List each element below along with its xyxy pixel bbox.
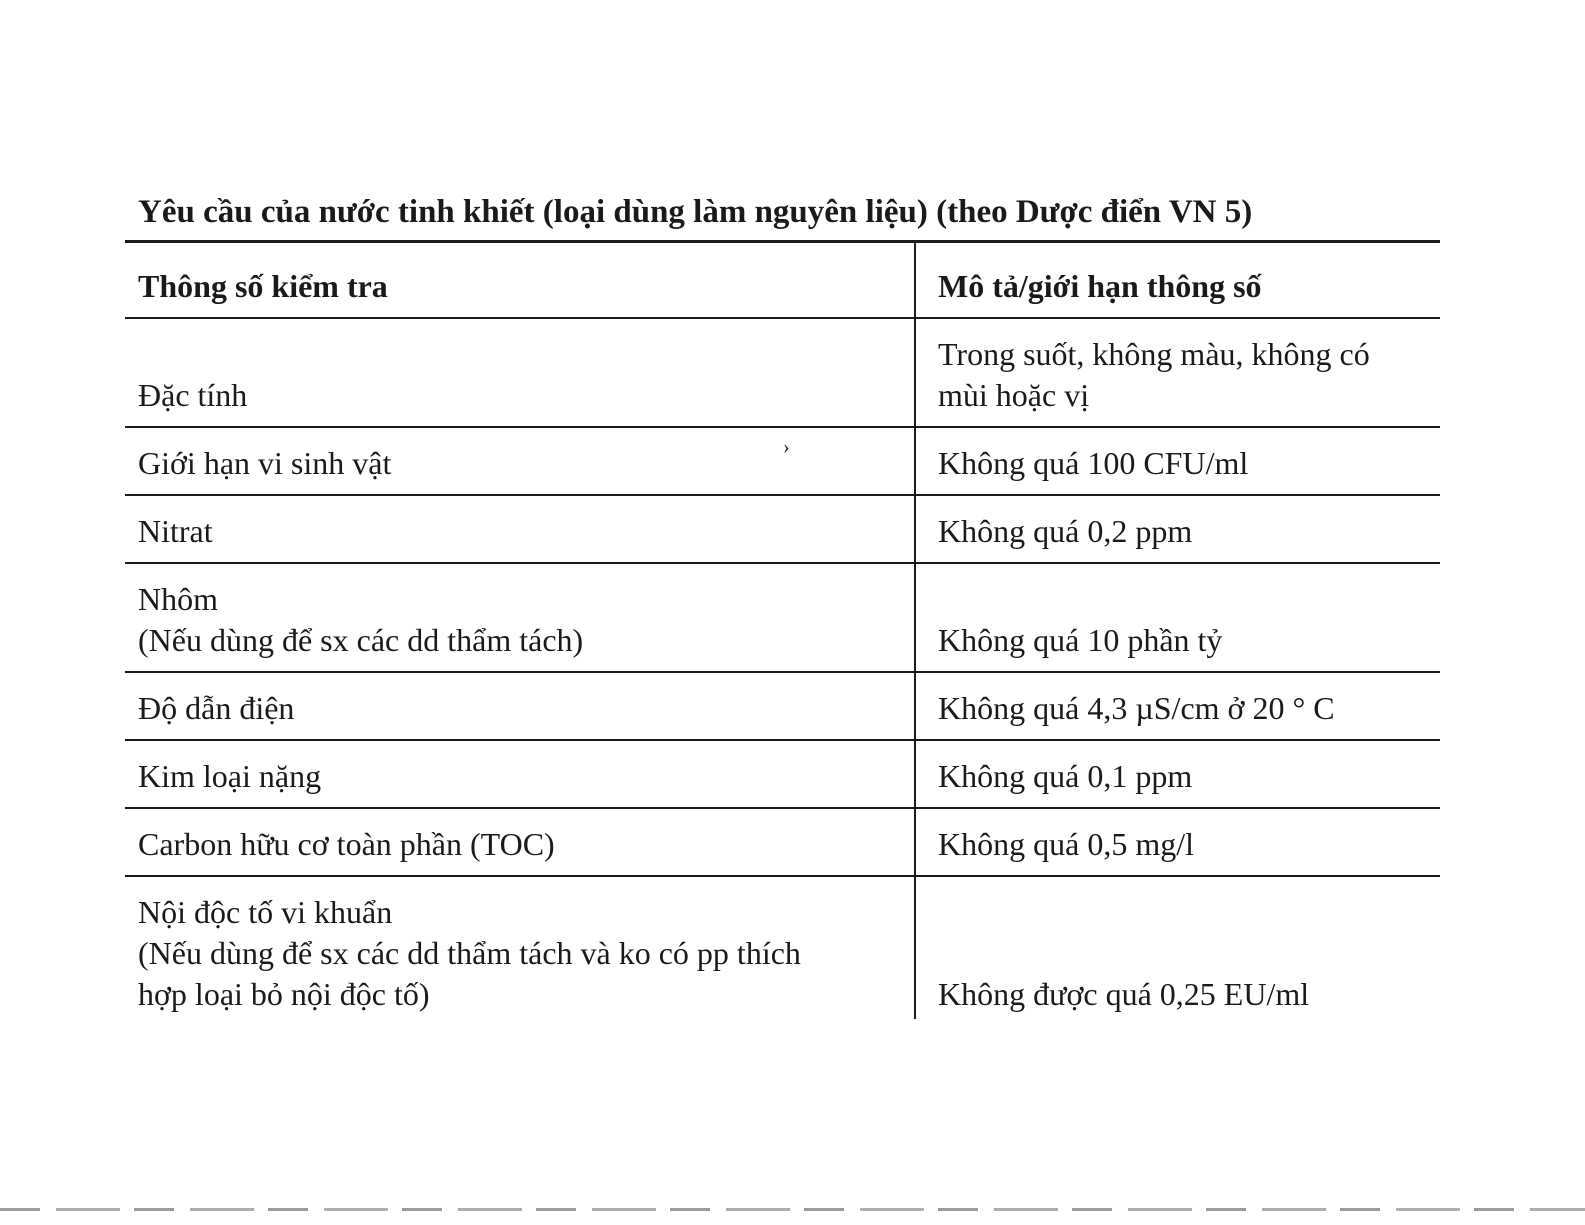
scan-artifact-mark: › [783,436,790,458]
table-row [125,876,1440,1019]
limit-cell [915,563,1440,672]
parameter-line: Kim loại nặng [138,758,322,794]
limit-line: Không quá 4,3 µS/cm ở 20 ° C [938,690,1335,726]
limit-cell [915,808,1440,876]
table-row [125,563,1440,672]
limit-cell [915,318,1440,427]
limit-line: mùi hoặc vị [938,377,1090,413]
parameter-line: Đặc tính [138,377,248,413]
spec-table [125,240,1440,1019]
parameter-line: Carbon hữu cơ toàn phần (TOC) [138,826,555,862]
parameter-line: (Nếu dùng để sx các dd thẩm tách) [138,622,584,658]
table-row [125,740,1440,808]
parameter-cell [125,563,915,672]
parameter-line: Nitrat [138,513,213,549]
limit-line: Không quá 10 phần tỷ [938,622,1223,658]
limit-line: Không quá 100 CFU/ml [938,445,1249,481]
limit-line: Trong suốt, không màu, không có [938,336,1370,372]
limit-line: Không quá 0,2 ppm [938,513,1193,549]
parameter-cell [125,495,915,563]
table-title: Yêu cầu của nước tinh khiết (loại dùng làm nguyên liệu) (theo Dược điển VN 5) [138,194,1253,230]
limit-cell [915,672,1440,740]
limit-cell [915,495,1440,563]
table-row [125,808,1440,876]
parameter-cell [125,808,915,876]
limit-cell [915,740,1440,808]
parameter-line: hợp loại bỏ nội độc tố) [138,976,430,1012]
table-row [125,495,1440,563]
parameter-line: Giới hạn vi sinh vật [138,445,392,481]
table-row [125,672,1440,740]
parameter-cell [125,672,915,740]
parameter-cell [125,427,915,495]
limit-cell [915,876,1440,1019]
parameter-line: Độ dẫn điện [138,690,295,726]
parameter-line: Nhôm [138,581,218,617]
document [125,188,1440,1019]
header-limit: Mô tả/giới hạn thông số [915,242,1440,319]
limit-line: Không được quá 0,25 EU/ml [938,976,1310,1012]
parameter-cell [125,876,915,1019]
limit-line: Không quá 0,1 ppm [938,758,1193,794]
limit-line: Không quá 0,5 mg/l [938,826,1194,862]
scan-artifact-line [0,1208,1585,1211]
limit-cell [915,427,1440,495]
parameter-line: (Nếu dùng để sx các dd thẩm tách và ko có pp thích [138,935,801,971]
header-parameter: Thông số kiểm tra [125,242,915,319]
parameter-line: Nội độc tố vi khuẩn [138,894,393,930]
table-row [125,318,1440,427]
table-header-row [125,242,1440,319]
parameter-cell [125,318,915,427]
parameter-cell [125,740,915,808]
